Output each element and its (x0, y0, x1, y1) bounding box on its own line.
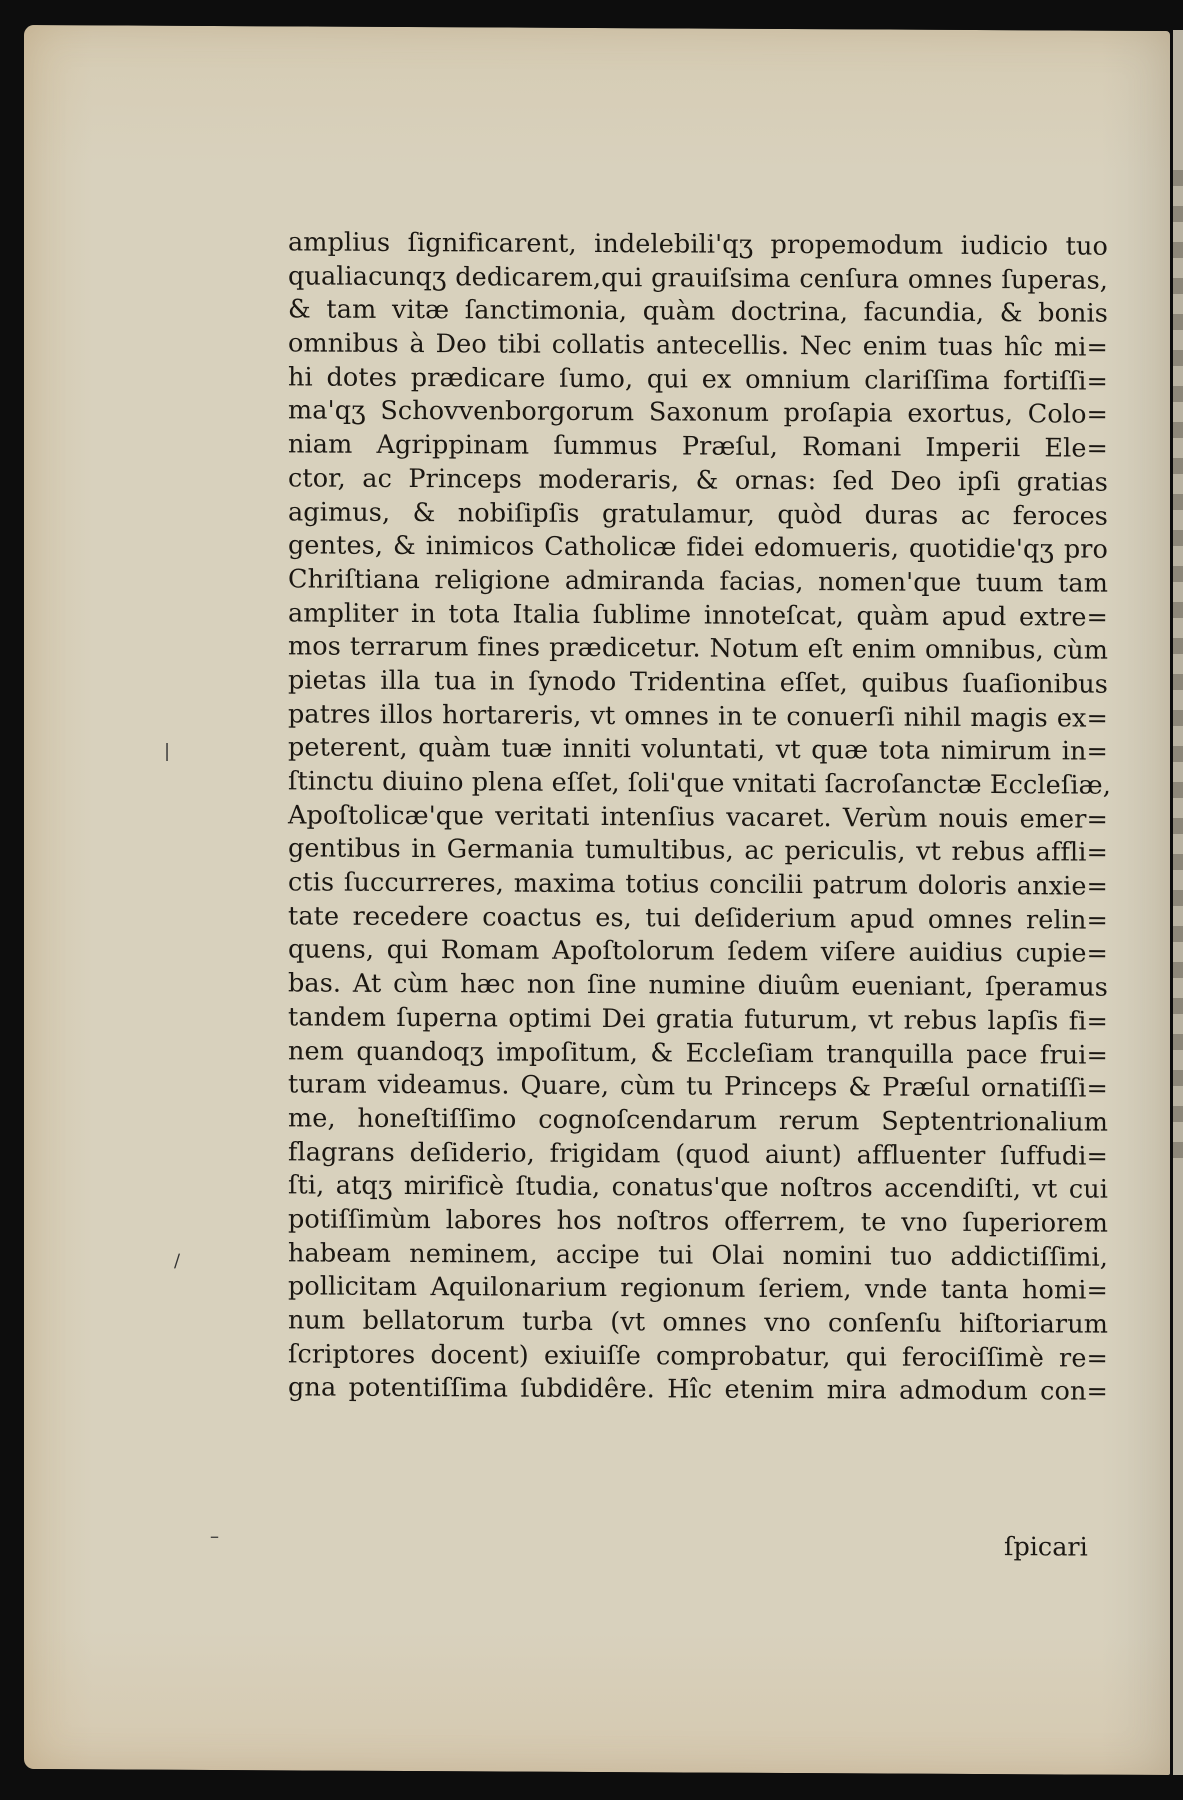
text-line: me, honeſtiſſimo cognoſcendarum rerum Septentrionalium (288, 1103, 1108, 1138)
text-line: gentes, & inimicos Catholicæ fidei edomueris, quotidie'qʒ pro (288, 530, 1108, 565)
text-line: & tam vitæ ſanctimonia, quàm doctrina, facundia, & bonis (288, 294, 1108, 330)
document-page (24, 25, 1170, 1775)
text-line: qualiacunqʒ dedicarem,qui grauiſsima cenſura omnes ſuperas, (288, 261, 1108, 296)
text-line: agimus, & nobiſipſis gratulamur, quòd duras ac feroces (288, 496, 1108, 532)
margin-mark: – (210, 1525, 219, 1548)
text-line: ſtinctu diuino plena eſſet, ſoli'que vnitati ſacroſanctæ Eccleſiæ, (288, 766, 1111, 801)
text-line: quens, qui Romam Apoſtolorum ſedem viſere auidius cupie= (288, 934, 1108, 970)
text-line: tate recedere coactus es, tui deſiderium apud omnes relin= (288, 901, 1108, 936)
text-line: flagrans deſiderio, frigidam (quod aiunt) affluenter ſuffudi= (288, 1136, 1108, 1172)
text-line: num bellatorum turba (vt omnes vno conſenſu hiſtoriarum (288, 1305, 1108, 1340)
text-line: amplius ſignificarent, indelebili'qʒ propemodum iudicio tuo (288, 227, 1108, 262)
text-line: ctor, ac Princeps moderaris, & ornas: ſed Deo ipſi gratias (288, 463, 1108, 498)
text-line: potiſſimùm labores hos noſtros offerrem, te vno ſuperiorem (288, 1204, 1108, 1239)
text-line: gentibus in Germania tumultibus, ac periculis, vt rebus affli= (288, 833, 1108, 869)
text-line: niam Agrippinam ſummus Præſul, Romani Imperii Ele= (288, 429, 1108, 464)
text-line: ſcriptores docent) exiuiſſe comprobatur, qui ferociſſimè re= (288, 1339, 1108, 1374)
text-line: gna potentiſſima ſubdidêre. Hîc etenim mira admodum con= (288, 1372, 1108, 1408)
text-line: Chriſtiana religione admiranda facias, nomen'que tuum tam (288, 564, 1108, 599)
text-line: nem quandoqʒ impoſitum, & Eccleſiam tranquilla pace frui= (288, 1035, 1108, 1071)
margin-mark: | (164, 740, 171, 762)
text-line: ctis ſuccurreres, maxima totius concilii patrum doloris anxie= (288, 867, 1108, 902)
text-line: mos terrarum fines prædicetur. Notum eſt enim omnibus, cùm (288, 631, 1108, 666)
text-line: bas. At cùm hæc non ſine numine diuûm eueniant, ſperamus (288, 968, 1108, 1003)
text-line: habeam neminem, accipe tui Olai nomini tuo addictiſſimi, (288, 1238, 1108, 1273)
text-line: ampliter in tota Italia ſublime innoteſcat, quàm apud extre= (288, 597, 1108, 633)
text-line: turam videamus. Quare, cùm tu Princeps & Præſul ornatiſſi= (288, 1069, 1108, 1104)
text-line: peterent, quàm tuæ inniti voluntati, vt quæ tota nimirum in= (288, 732, 1108, 767)
text-line: patres illos hortareris, vt omnes in te conuerſi nihil magis ex= (288, 699, 1108, 734)
text-line: tandem ſuperna optimi Dei gratia futurum, vt rebus lapſis fi= (288, 1002, 1108, 1037)
text-line: ſti, atqʒ mirificè ſtudia, conatus'que noſtros accendiſti, vt cui (288, 1170, 1108, 1205)
text-line: omnibus à Deo tibi collatis antecellis. Nec enim tuas hîc mi= (288, 328, 1108, 363)
next-leaf-bleed (1173, 170, 1183, 1170)
margin-mark: / (174, 1250, 181, 1272)
text-line: ma'qʒ Schovvenborgorum Saxonum proſapia exortus, Colo= (288, 395, 1108, 431)
text-line: hi dotes prædicare ſumo, qui ex omnium clariſſima fortiſſi= (288, 362, 1108, 397)
next-leaf-edge (1173, 30, 1183, 1775)
text-line: pollicitam Aquilonarium regionum ſeriem, vnde tanta homi= (288, 1271, 1108, 1306)
catchword: ſpicari (1004, 1532, 1088, 1563)
text-line: pietas illa tua in ſynodo Tridentina eſſet, quibus ſuaſionibus (288, 665, 1108, 700)
text-line: Apoſtolicæ'que veritati intenſius vacaret. Verùm nouis emer= (288, 800, 1108, 835)
body-text (288, 226, 1111, 1409)
